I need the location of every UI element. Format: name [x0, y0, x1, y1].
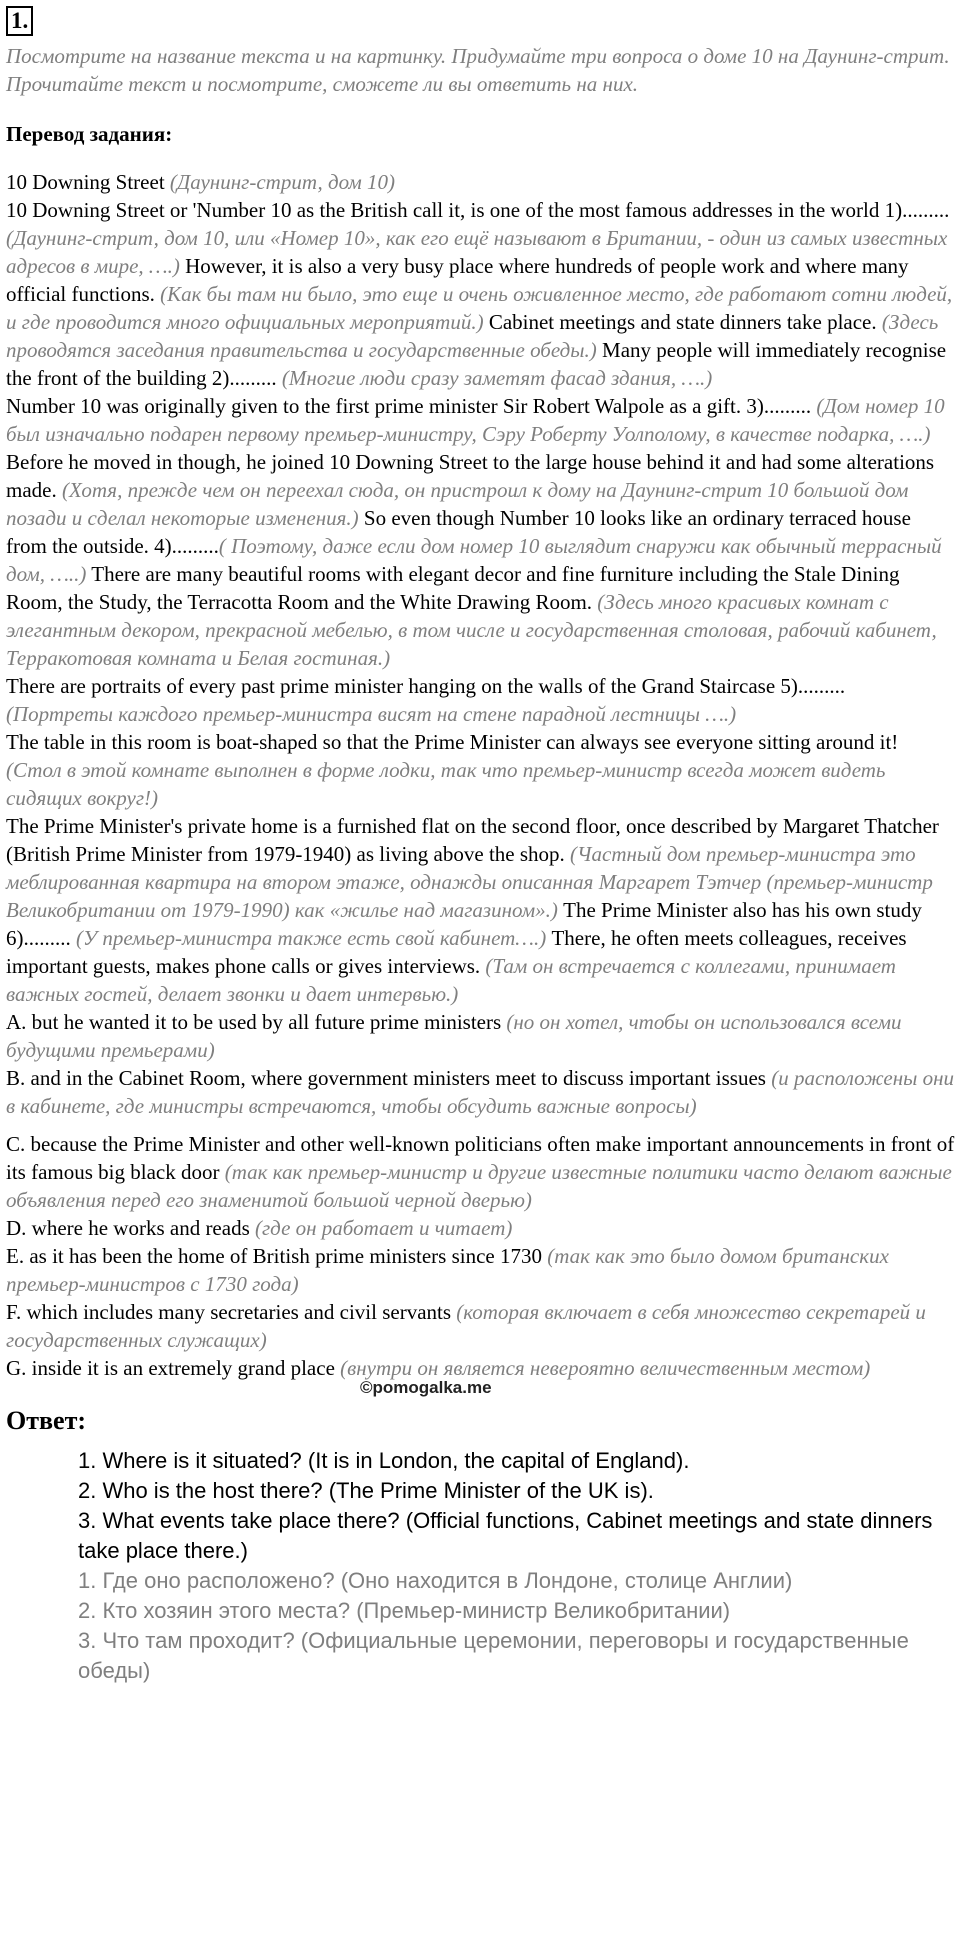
sentence-en: So even though Number 10 looks like an ordinary terraced house from the outside. 4).........: [6, 506, 911, 558]
reading-text: [6, 168, 956, 1382]
option-ru: (где он работает и читает): [255, 1216, 513, 1240]
sentence-ru: (Там он встречается с коллегами, принимает важных гостей, делает звонки и дает интервью.): [6, 954, 896, 1006]
sentence-ru: (Здесь много красивых комнат с элегантным декором, прекрасной мебелью, в том числе и государственная столовая, рабочий кабинет, Терракотовая комната и Белая гостиная.): [6, 590, 937, 670]
sentence-ru: (Хотя, прежде чем он переехал сюда, он пристроил к дому на Даунинг-стрит 10 большой дом позади и сделал некоторые изменения.): [6, 478, 909, 530]
exercise-page: [6, 4, 956, 1686]
answer-ru: 2. Кто хозяин этого места? (Премьер-министр Великобритании): [78, 1598, 731, 1623]
sentence-en: The Prime Minister also has his own study 6).........: [6, 898, 922, 950]
sentence-ru: (Как бы там ни было, это еще и очень оживленное место, где работают сотни людей, и где проводится много официальных мероприятий.): [6, 282, 953, 334]
sentence-en: There are portraits of every past prime minister hanging on the walls of the Grand Staircase 5).........: [6, 674, 846, 698]
sentence-ru: ( Поэтому, даже если дом номер 10 выглядит снаружи как обычный террасный дом, …..): [6, 534, 942, 586]
task-number: 1.: [6, 6, 33, 36]
answer-heading: Ответ:: [6, 1406, 87, 1435]
sentence-en: There, he often meets colleagues, receives important guests, makes phone calls or gives interviews.: [6, 926, 907, 978]
option-c: [6, 1130, 956, 1214]
sentence-en: Number 10 was originally given to the first prime minister Sir Robert Walpole as a gift. 3).........: [6, 394, 817, 418]
paragraph-5: [6, 812, 956, 1008]
sentence-ru: (Дом номер 10 был изначально подарен первому премьер-министру, Сэру Роберту Уолполому, в качестве подарка, ….): [6, 394, 945, 446]
sentence-ru: (Здесь проводятся заседания правительства и государственные обеды.): [6, 310, 939, 362]
option-en: E. as it has been the home of British prime ministers since 1730: [6, 1244, 548, 1268]
option-ru: (внутри он является невероятно величественным местом): [340, 1356, 871, 1380]
option-b: [6, 1064, 956, 1120]
answer-list: [78, 1446, 956, 1686]
sentence-en: However, it is also a very busy place where hundreds of people work and where many official functions.: [6, 254, 909, 306]
sentence-en: Many people will immediately recognise the front of the building 2).........: [6, 338, 947, 390]
paragraph-3: [6, 672, 956, 728]
option-en: F. which includes many secretaries and civil servants: [6, 1300, 457, 1324]
watermark: ©pomogalka.me: [360, 1378, 492, 1397]
answer-en: 2. Who is the host there? (The Prime Minister of the UK is).: [78, 1478, 654, 1503]
option-ru: (и расположены они в кабинете, где министры встречаются, чтобы обсудить важные вопросы): [6, 1066, 955, 1118]
sentence-ru: (Частный дом премьер-министра это меблированная квартира на втором этаже, однажды описанная Маргарет Тэтчер (премьер-министр Великобритании от 1979-1990) как «жилье над магазином».): [6, 842, 933, 922]
sentence-en: Cabinet meetings and state dinners take place.: [483, 310, 882, 334]
answer-ru: 3. Что там проходит? (Официальные церемонии, переговоры и государственные обеды): [78, 1628, 909, 1683]
sentence-en: The table in this room is boat-shaped so that the Prime Minister can always see everyone sitting around it!: [6, 730, 899, 754]
paragraph-1: [6, 196, 956, 392]
sentence-ru: (Стол в этой комнате выполнен в форме лодки, так что премьер-министр всегда может видеть сидящих вокруг!): [6, 758, 886, 810]
answer-en: 3. What events take place there? (Official functions, Cabinet meetings and state dinners take place there.): [78, 1508, 933, 1563]
sentence-en: Before he moved in though, he joined 10 Downing Street to the large house behind it and had some alterations made.: [6, 450, 935, 502]
title-en: 10 Downing Street: [6, 170, 165, 194]
sentence-ru: (У премьер-министра также есть свой кабинет….): [76, 926, 547, 950]
option-e: [6, 1242, 956, 1298]
sentence-ru: (Даунинг-стрит, дом 10, или «Номер 10», как его ещё называют в Британии, - один из самых известных адресов в мире, ….): [6, 226, 948, 278]
sentence-en: There are many beautiful rooms with elegant decor and fine furniture including the Stale Dining Room, the Study, the Terracotta Room and the White Drawing Room.: [6, 562, 900, 614]
option-en: C. because the Prime Minister and other well-known politicians often make important announcements in front of its famous big black door: [6, 1132, 955, 1184]
sentence-en: The Prime Minister's private home is a furnished flat on the second floor, once described by Margaret Thatcher (British Prime Minister from 1979-1940) as living above the shop.: [6, 814, 939, 866]
answer-ru: 1. Где оно расположено? (Оно находится в Лондоне, столице Англии): [78, 1568, 793, 1593]
option-en: B. and in the Cabinet Room, where government ministers meet to discuss important issues: [6, 1066, 772, 1090]
paragraph-4: [6, 728, 956, 812]
title-ru: (Даунинг-стрит, дом 10): [169, 170, 395, 194]
sentence-ru: (Портреты каждого премьер-министра висят на стене парадной лестницы ….): [6, 702, 737, 726]
option-en: D. where he works and reads: [6, 1216, 255, 1240]
option-en: G. inside it is an extremely grand place: [6, 1356, 341, 1380]
answer-en: 1. Where is it situated? (It is in London, the capital of England).: [78, 1448, 690, 1473]
task-instruction: Посмотрите на название текста и на картинку. Придумайте три вопроса о доме 10 на Даунинг-стрит. Прочитайте текст и посмотрите, сможете ли вы ответить на них.: [6, 44, 950, 96]
option-a: [6, 1008, 956, 1064]
option-ru: (которая включает в себя множество секретарей и государственных служащих): [6, 1300, 926, 1352]
option-ru: (так как премьер-министр и другие известные политики часто делают важные объявления перед его знаменитой большой черной дверью): [6, 1160, 952, 1212]
paragraph-2: [6, 392, 956, 672]
option-en: A. but he wanted it to be used by all future prime ministers: [6, 1010, 507, 1034]
option-ru: (но он хотел, чтобы он использовался всеми будущими премьерами): [6, 1010, 902, 1062]
option-f: [6, 1298, 956, 1354]
sentence-ru: (Многие люди сразу заметят фасад здания, ….): [281, 366, 713, 390]
sentence-en: 10 Downing Street or 'Number 10 as the British call it, is one of the most famous addresses in the world 1).........: [6, 198, 950, 222]
text-title: [6, 168, 956, 196]
option-ru: (так как это было домом британских премьер-министров с 1730 года): [6, 1244, 889, 1296]
option-d: [6, 1214, 956, 1242]
translation-heading: Перевод задания:: [6, 122, 173, 146]
